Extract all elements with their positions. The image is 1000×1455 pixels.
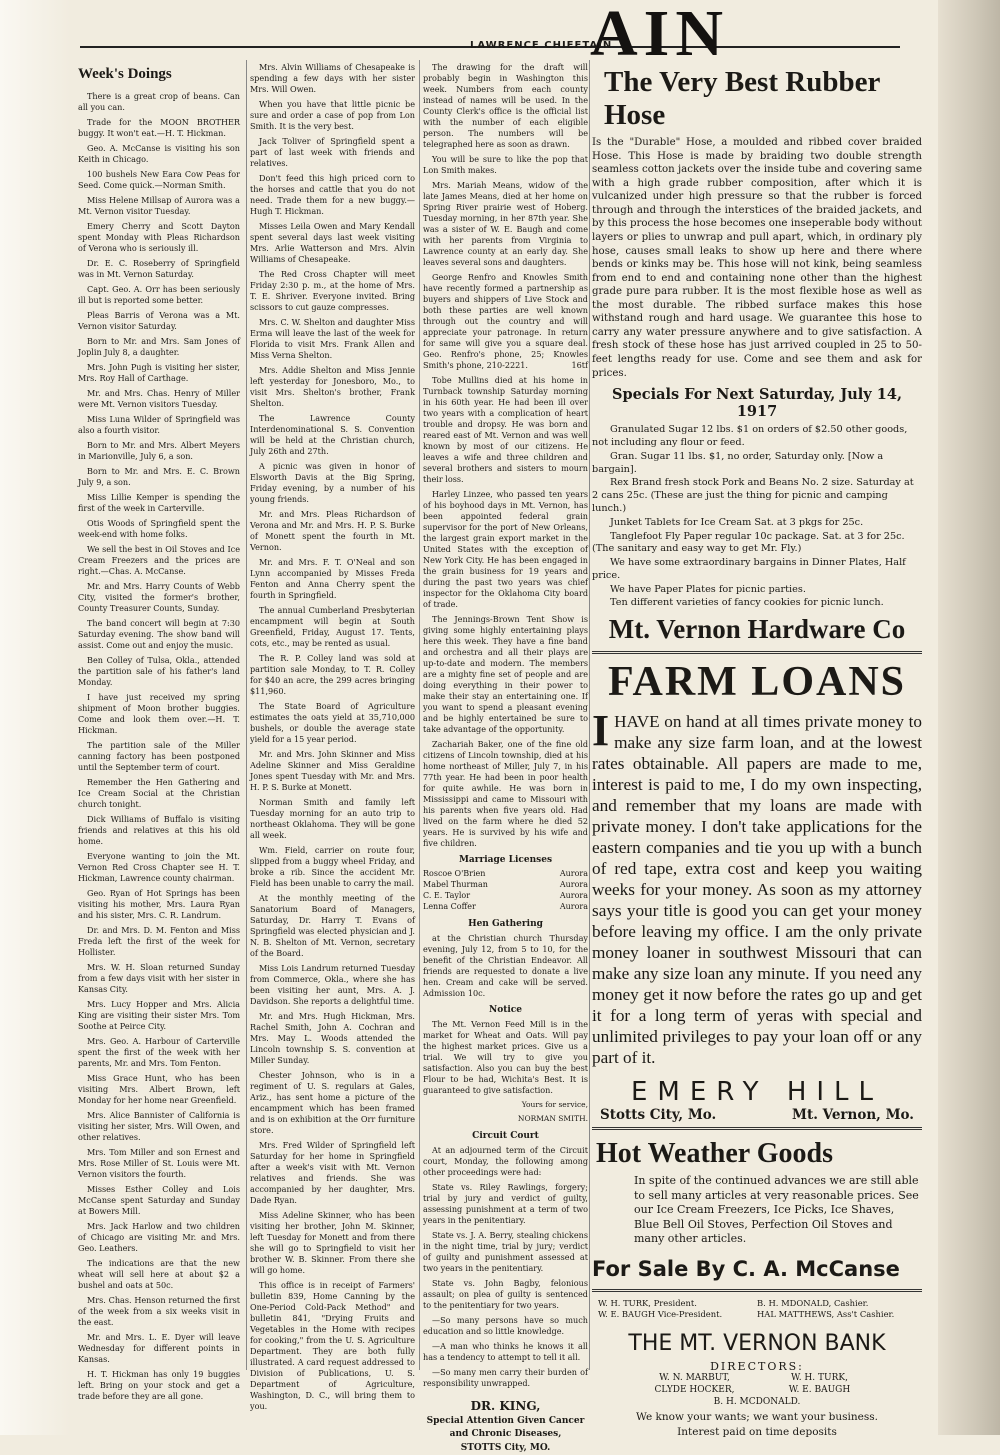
court-item: State vs. John Bagby, felonious assault; on plea of guilty is sentenced to the penitentiary for two years. xyxy=(423,1277,588,1310)
rubber-hose-ad xyxy=(592,66,922,380)
news-item: I have just received my spring shipment of Moon brother buggies. Come and look them over.—H. T. Hickman. xyxy=(78,692,240,736)
director: W. E. BAUGH xyxy=(788,1384,851,1395)
notice-sign-off: Yours for service, xyxy=(521,1100,588,1110)
news-item: Ben Colley of Tulsa, Okla., attended the partition sale of his father's land Monday. xyxy=(78,655,240,688)
news-item: Norman Smith and family left Tuesday morning for an auto trip to northeast Oklahoma. They will be gone all week. xyxy=(250,797,415,840)
special-item: We have Paper Plates for picnic parties. xyxy=(610,583,806,595)
license-town: Aurora xyxy=(559,880,588,890)
farm-loans-ad xyxy=(592,658,922,1123)
news-items xyxy=(250,62,415,1412)
column-rule xyxy=(246,60,247,1370)
dr-king-line: Special Attention Given Cancer xyxy=(426,1415,585,1426)
divider xyxy=(592,651,922,654)
license-name: Roscoe O'Brien xyxy=(423,869,486,879)
news-item: Born to Mr. and Mrs. E. C. Brown July 9, a son. xyxy=(78,466,240,488)
place-right: Mt. Vernon, Mo. xyxy=(792,1107,914,1124)
news-item: Mrs. C. W. Shelton and daughter Miss Erma will leave the last of the week for Florida to visit Mrs. Frank Allen and Miss Verna Shelton. xyxy=(250,317,415,360)
news-item: Otis Woods of Springfield spent the week-end with home folks. xyxy=(78,518,240,540)
license-name: C. E. Taylor xyxy=(423,890,471,900)
advertisements-column xyxy=(592,60,922,1438)
news-item: Jack Toliver of Springfield spent a part of last week with friends and relatives. xyxy=(250,136,415,168)
court-item: —A man who thinks he knows it all has a tendency to attempt to tell it all. xyxy=(423,1340,588,1362)
news-item: Miss Luna Wilder of Springfield was also a fourth visitor. xyxy=(78,414,240,436)
news-item: Tobe Mullins died at his home in Turnback township Saturday morning in his 60th year. He had been ill over two years with a complication of heart trouble and dropsy. He was born and reared east of Mt. Vernon and was well known by most of our citizens. He leaves a wife and three children and several brothers and sisters to mourn their loss. xyxy=(423,375,588,484)
column-week-doings xyxy=(78,62,240,1402)
news-item: The band concert will begin at 7:30 Saturday evening. The show band will assist. Come out and enjoy the music. xyxy=(78,618,240,651)
news-item: Geo. A. McCanse is visiting his son Keith in Chicago. xyxy=(78,143,240,165)
news-item: 100 bushels New Eara Cow Peas for Seed. Come quick.—Norman Smith. xyxy=(78,169,240,191)
farm-loans-body xyxy=(592,706,922,1069)
running-head: LAWRENCE CHIEFTAIN xyxy=(470,40,613,51)
bank-name: THE MT. VERNON BANK xyxy=(628,1331,886,1357)
hardware-firm-name: Mt. Vernon Hardware Co xyxy=(608,614,906,645)
director: W. H. TURK, xyxy=(791,1373,848,1384)
emery-hill-name: EMERY HILL xyxy=(630,1077,884,1108)
specials-list xyxy=(592,424,922,610)
column-notices xyxy=(423,62,588,1453)
special-item: Gran. Sugar 11 lbs. $1, no order, Saturday only. [Now a bargain]. xyxy=(592,450,884,475)
news-item: Mr. and Mrs. L. E. Dyer will leave Wednesday for different points in Kansas. xyxy=(78,1332,240,1365)
officer: HAL MATTHEWS, Ass't Cashier. xyxy=(757,1309,895,1320)
news-item: Trade for the MOON BROTHER buggy. It won't eat.—H. T. Hickman. xyxy=(78,117,240,139)
news-item: Mr. and Mrs. John Skinner and Miss Adeline Skinner and Miss Geraldine Jones spent Tuesday with Mr. and Mrs. H. P. S. Burke at Monett. xyxy=(250,749,415,792)
special-item: We have some extraordinary bargains in Dinner Plates, Half price. xyxy=(592,557,906,581)
news-items xyxy=(78,91,240,1402)
hose-ad-body: Is the "Durable" Hose, a moulded and ribbed cover braided Hose. This Hose is made by braiding two double strength seamless cotton jackets over the inside tube and covering same with a high grade rubber composition, after which it is vulcanized under high pressure so that the rubber is forced through and through the interstices of the braided jackets, and by this process the hose becomes one inseperable body without layers or plies to unwrap and pull apart, which, in ordinary ply hose, causes small leaks to show up here and there where bends or kinks may be. This hose will not kink, being seamless from end to end and containing none other than the highest grade pure para rubber. It is the most flexible hose as well as the most durable. The ribbed surface makes this hose withstand rough and hard usage. We guarantee this hose to carry any water pressure anywhere and to give satisfaction. A fresh stock of these hose has just arrived coupled in 25 to 50-feet lengths ready for use. Come and see them and ask for prices. xyxy=(592,137,922,379)
news-item: Miss Lois Landrum returned Tuesday from Commerce, Okla., where she has been visiting her aunt, Mrs. A. J. Davidson. She reports a delightful time. xyxy=(250,963,415,1006)
news-item: Don't feed this high priced corn to the horses and cattle that you do not need. Trade them for a new buggy.—Hugh T. Hickman. xyxy=(250,173,415,216)
license-town: Aurora xyxy=(559,869,588,879)
notice-signature: NORMAN SMITH. xyxy=(517,1114,588,1124)
news-item: Miss Helene Millsap of Aurora was a Mt. Vernon visitor Tuesday. xyxy=(78,195,240,217)
marriage-licenses-list xyxy=(423,869,588,913)
ad-code: 16tf xyxy=(571,360,588,370)
news-item: The Red Cross Chapter will meet Friday 2:30 p. m., at the home of Mrs. T. E. Shriver. Everyone invited. Bring scissors to cut gauze compresses. xyxy=(250,269,415,312)
directors-label: DIRECTORS: xyxy=(710,1360,804,1374)
news-item: H. T. Hickman has only 19 buggies left. Bring on your stock and get a trade before they are all gone. xyxy=(78,1369,240,1402)
news-item: The R. P. Colley land was sold at partition sale Monday, to T. R. Colley for $40 an acre, the 299 acres bringing $11,960. xyxy=(250,653,415,696)
news-item: Mr. and Mrs. Hugh Hickman, Mrs. Rachel Smith, John A. Cochran and Mrs. May L. Woods attended the Lincoln township S. S. convention at Miller Sunday. xyxy=(250,1011,415,1065)
hen-gathering-heading: Hen Gathering xyxy=(468,918,543,929)
special-item: Junket Tablets for Ice Cream Sat. at 3 pkgs for 25c. xyxy=(610,516,864,528)
officer: W. E. BAUGH Vice-President. xyxy=(598,1309,723,1320)
news-item: This office is in receipt of Farmers' bulletin 839, Home Canning by the One-Period Cold-Pack Method" and bulletin 841, "Drying Fruits and Vegetables in the Home with recipes for cooking," from the U. S. Agriculture Department. They are both fully illustrated. A card request addressed to Division of Publications, U. S. Department of Agriculture, Washington, D. C., will bring them to you. xyxy=(250,1280,415,1411)
news-item: Chester Johnson, who is in a regiment of U. S. regulars at Gales, Ariz., has sent home a picture of the encampment which has been framed and is on exhibition at the Orr furniture store. xyxy=(250,1070,415,1135)
license-town: Aurora xyxy=(559,890,588,900)
news-item: The indications are that the new wheat will sell here at about $2 a bushel and oats at 50c. xyxy=(78,1258,240,1291)
news-item: We sell the best in Oil Stoves and Ice Cream Freezers and the prices are right.—Chas. A. McCanse. xyxy=(78,544,240,577)
news-item: Mr. and Mrs. Pleas Richardson of Verona and Mr. and Mrs. H. P. S. Burke of Monett spent the fourth in Mt. Vernon. xyxy=(250,509,415,552)
license-row xyxy=(423,880,588,891)
news-item xyxy=(423,272,588,371)
news-item: Dr. E. C. Roseberry of Springfield was in Mt. Vernon Saturday. xyxy=(78,258,240,280)
court-item: —So many men carry their burden of responsibility unwrapped. xyxy=(423,1366,588,1388)
farm-loans-text: HAVE on hand at all times private money to make any size farm loan, and at the lowest rates obtainable. All papers are made to me, interest is paid to me, I do my own inspecting, and remember that my loans are made with private money. I don't take applications for the eastern companies and tie you up with a bunch of red tape, extra cost and keep you waiting weeks for your money. As soon as my attorney says your title is good you can get your money before leaving my office. I am the only private money loaner in southwest Missouri that can make any size loan any minute. If you need any money get it now before the rates go up and get it for a long term of yeras with special and unlimited privileges to pay your loan off or any part of it. xyxy=(592,712,922,1068)
drop-cap: I xyxy=(592,706,610,756)
news-item: Miss Grace Hunt, who has been visiting Mrs. Albert Brown, left Monday for her home near Greenfield. xyxy=(78,1073,240,1106)
news-item: Harley Linzee, who passed ten years of his boyhood days in Mt. Vernon, has been appointed federal grain supervisor for the port of New Orleans, the largest grain export market in the United States with the exception of New York City. He has been engaged in the grain business for 19 years and during the past two years was chief inspector for the Oklahoma City board of trade. xyxy=(423,489,588,609)
news-item: Emery Cherry and Scott Dayton spent Monday with Pleas Richardson of Verona who is seriously ill. xyxy=(78,221,240,254)
bank-officers xyxy=(598,1298,916,1322)
news-item: Miss Adeline Skinner, who has been visiting her brother, John M. Skinner, left Tuesday for Monett and from there she will go to Springfield to visit her brother W. B. Skinner. From there she will go home. xyxy=(250,1210,415,1275)
dr-king-ad xyxy=(423,1397,588,1455)
special-item: Granulated Sugar 12 lbs. $1 on orders of $2.50 other goods, not including any flour or feed. xyxy=(592,424,908,448)
news-item: There is a great crop of beans. Can all you can. xyxy=(78,91,240,113)
director: B. H. MCDONALD. xyxy=(713,1396,801,1407)
news-item: The drawing for the draft will probably begin in Washington this week. Numbers from each county instead of names will be used. In the County Clerk's office is the official list with the number of each eligible person. The numbers will be telegraphed here as soon as drawn. xyxy=(423,62,588,149)
news-item: Born to Mr. and Mrs. Sam Jones of Joplin July 8, a daughter. xyxy=(78,336,240,358)
section-heading: Week's Doings xyxy=(78,66,172,82)
place-left: Stotts City, Mo. xyxy=(600,1107,717,1124)
page-edge-shadow xyxy=(938,0,1000,1435)
news-item: You will be sure to like the pop that Lon Smith makes. xyxy=(423,154,588,175)
news-item: The partition sale of the Miller canning factory has been postponed until the September term of court. xyxy=(78,740,240,773)
divider xyxy=(592,1127,922,1130)
news-item: The Lawrence County Interdenominational S. S. Convention will be held at the Christian church, July 26th and 27th. xyxy=(250,413,415,456)
news-item: Mrs. W. H. Sloan returned Sunday from a few days visit with her sister in Kansas City. xyxy=(78,962,240,995)
dr-king-name: DR. KING, xyxy=(470,1398,541,1413)
hot-weather-body: In spite of the continued advances we are still able to sell many articles at very reasonable prices. See our Ice Cream Freezers, Ice Picks, Ice Shaves, Blue Bell Oil Stoves, Perfection Oil Stoves and many other articles. xyxy=(634,1174,919,1246)
news-item: Mrs. Lucy Hopper and Mrs. Alicia King are visiting their sister Mrs. Tom Soothe at Peirce City. xyxy=(78,999,240,1032)
news-item: The annual Cumberland Presbyterian encampment will begin at South Greenfield, Friday, August 17. Tents, cots, etc., may be rented as usual. xyxy=(250,605,415,648)
news-item: Dick Williams of Buffalo is visiting friends and relatives at this his old home. xyxy=(78,814,240,847)
news-item: Wm. Field, carrier on route four, slipped from a buggy wheel Friday, and broke a rib. Since the accident Mr. Field has been unable to carry the mail. xyxy=(250,845,415,888)
news-item: Everyone wanting to join the Mt. Vernon Red Cross Chapter see H. T. Hickman, Lawrence county chairman. xyxy=(78,851,240,884)
news-item: Mr. and Mrs. Harry Counts of Webb City, visited the former's brother, County Treasurer Counts, Sunday. xyxy=(78,581,240,614)
news-item: A picnic was given in honor of Elsworth Davis at the Big Spring, Friday evening, by a number of his young friends. xyxy=(250,461,415,504)
hose-ad-title: The Very Best Rubber Hose xyxy=(604,66,880,131)
news-item: Mrs. Geo. A. Harbour of Carterville spent the first of the week with her parents, Mr. and Mrs. Tom Fenton. xyxy=(78,1036,240,1069)
license-name: Lenna Coffer xyxy=(423,901,476,911)
license-town: Aurora xyxy=(559,901,588,911)
license-row xyxy=(423,902,588,913)
left-margin xyxy=(0,0,70,1435)
news-item: Mrs. Addie Shelton and Miss Jennie left yesterday for Jonesboro, Mo., to visit Mrs. Shelton's brother, Frank Shelton. xyxy=(250,365,415,408)
column-rule xyxy=(419,60,420,1370)
special-item: Ten different varieties of fancy cookies for picnic lunch. xyxy=(610,597,884,609)
news-item: Misses Leila Owen and Mary Kendall spent several days last week visiting Mrs. Arlie Watterson and Mrs. Alvin Williams of Chesapeake. xyxy=(250,221,415,264)
masthead-title: AIN xyxy=(590,0,730,70)
court-items xyxy=(423,1145,588,1389)
court-item: State vs. J. A. Berry, stealing chickens in the night time, trial by jury; verdict of guilty and punishment assessed at two years in the penitentiary. xyxy=(423,1229,588,1273)
news-item: Mrs. Tom Miller and son Ernest and Mrs. Rose Miller of St. Louis were Mt. Vernon visitors the fourth. xyxy=(78,1147,240,1180)
dr-king-line: and Chronic Diseases, xyxy=(449,1429,562,1440)
officer: W. H. TURK, President. xyxy=(598,1297,697,1308)
hen-gathering-text: at the Christian church Thursday evening, July 12, from 5 to 10, for the benefit of the Christian Endeavor. All friends are requested to donate a live hen. Cream and cake will be served. Admission 10c. xyxy=(423,932,588,998)
news-item: At the monthly meeting of the Sanatorium Board of Managers, Saturday, Dr. Harry T. Evans of Springfield was elected physician and J. N. B. Shelton of Mt. Vernon, secretary of the Board. xyxy=(250,893,415,958)
news-item: Capt. Geo. A. Orr has been seriously ill but is reported some better. xyxy=(78,284,240,306)
mccanse-sale-line: For Sale By C. A. McCanse xyxy=(592,1256,900,1281)
license-name: Mabel Thurman xyxy=(423,880,488,890)
director: W. N. MARBUT, xyxy=(659,1373,730,1384)
farm-loans-places xyxy=(592,1107,922,1123)
news-item: Pleas Barris of Verona was a Mt. Vernon visitor Saturday. xyxy=(78,310,240,332)
news-item: Mrs. Mariah Means, widow of the late James Means, died at her home on Spring River prairie west of Hoberg. Tuesday morning, in her 87th year. She was a sister of W. E. Baugh and come with her parents from Virginia to Lawrence county at an early day. She leaves several sons and daughters. xyxy=(423,180,588,267)
news-item: Mrs. Alice Bannister of California is visiting her sister, Mrs. Will Owen, and other relatives. xyxy=(78,1110,240,1143)
news-item: Zachariah Baker, one of the fine old citizens of Lincoln township, died at his home northeast of Miller, July 7, in his 77th year. He had been in poor health for quite awhile. He was born in Mississippi and came to Missouri with his parents when five years old. Had lived on the farm where he died 52 years. He is survived by his wife and five children. xyxy=(423,739,588,848)
divider xyxy=(592,1289,922,1292)
officer: B. H. MDONALD, Cashier. xyxy=(757,1297,869,1308)
license-row xyxy=(423,891,588,902)
news-item: Mrs. John Pugh is visiting her sister, Mrs. Roy Hall of Carthage. xyxy=(78,362,240,384)
specials-ad xyxy=(592,386,922,645)
news-item: Mrs. Chas. Henson returned the first of the week from a six weeks visit in the east. xyxy=(78,1295,240,1328)
news-item: Dr. and Mrs. D. M. Fenton and Miss Freda left the first of the week for Hollister. xyxy=(78,925,240,958)
special-item: Tanglefoot Fly Paper regular 10c package. Sat. at 3 for 25c. (The sanitary and easy way to get Mr. Fly.) xyxy=(592,530,905,555)
news-item: Misses Esther Colley and Lois McCanse spent Saturday and Sunday at Bowers Mill. xyxy=(78,1184,240,1217)
news-item: Mrs. Jack Harlow and two children of Chicago are visiting Mr. and Mrs. Geo. Leathers. xyxy=(78,1221,240,1254)
farm-loans-heading: FARM LOANS xyxy=(607,659,907,706)
license-row xyxy=(423,869,588,880)
news-item: Geo. Ryan of Hot Springs has been visiting his mother, Mrs. Laura Ryan and his sister, Mrs. C. R. Landrum. xyxy=(78,888,240,921)
news-item-text: George Renfro and Knowles Smith have recently formed a partnership as buyers and shippers of Live Stock and both these parties are well known through out the country and will appreciate your patronage. In return for same will give you a square deal. Geo. Renfro's phone, 25; Knowles Smith's phone, 210-2221. xyxy=(423,272,588,370)
mt-vernon-bank-ad xyxy=(592,1298,922,1440)
news-item: Born to Mr. and Mrs. Albert Meyers in Marionville, July 6, a son. xyxy=(78,440,240,462)
news-item: Mr. and Mrs. Chas. Henry of Miller were Mt. Vernon visitors Tuesday. xyxy=(78,388,240,410)
directors-list xyxy=(632,1373,882,1408)
court-item: State vs. Riley Rawlings, forgery; trial by jury and verdict of guilty, assessing punishment at a term of two years in the penitentiary. xyxy=(423,1181,588,1225)
news-item: The Jennings-Brown Tent Show is giving some highly entertaining plays here this week. They have a fine band and orchestra and all their plays are up-to-date and modern. The members are a mighty fine set of people and are doing everything in their power to make their stay an entertaining one. If you want to spend a pleasant evening and be highly entertained be sure to take advantage of the opportunity. xyxy=(423,614,588,734)
news-item: Mr. and Mrs. F. T. O'Neal and son Lynn accompanied by Misses Freda Fenton and Anna Cherry spent the fourth in Springfield. xyxy=(250,557,415,600)
news-item: Mrs. Alvin Williams of Chesapeake is spending a few days with her sister Mrs. Will Owen. xyxy=(250,62,415,94)
circuit-court-heading: Circuit Court xyxy=(472,1130,539,1141)
hot-weather-title: Hot Weather Goods xyxy=(596,1138,833,1170)
director: CLYDE HOCKER, xyxy=(654,1384,735,1395)
court-item: —So many persons have so much education and so little knowledge. xyxy=(423,1314,588,1336)
bank-tagline xyxy=(592,1410,922,1439)
dr-king-line: STOTTS City, MO. xyxy=(460,1442,551,1453)
news-item: Miss Lillie Kemper is spending the first of the week in Carterville. xyxy=(78,492,240,514)
tagline-line: We know your wants; we want your business. xyxy=(636,1411,878,1424)
news-item: Remember the Hen Gathering and Ice Cream Social at the Christian church tonight. xyxy=(78,777,240,810)
special-item: Rex Brand fresh stock Pork and Beans No. 2 size. Saturday at 2 cans 25c. (These are just the thing for picnic and camping lunch.) xyxy=(592,477,914,514)
court-item: At an adjourned term of the Circuit court, Monday, the following among other proceedings were had: xyxy=(423,1144,588,1177)
news-item: When you have that little picnic be sure and order a case of pop from Lon Smith. It is the very best. xyxy=(250,99,415,131)
news-item: Mrs. Fred Wilder of Springfield left Saturday for her home in Springfield after a week's visit with Mt. Vernon relatives and friends. She was accompanied by her daughter, Mrs. Dade Ryan. xyxy=(250,1140,415,1205)
column-local-news xyxy=(250,62,415,1411)
news-item: The State Board of Agriculture estimates the oats yield at 35,710,000 bushels, or double the average state yield for a 15 year period. xyxy=(250,701,415,744)
specials-heading: Specials For Next Saturday, July 14, 1917 xyxy=(611,386,903,421)
notice-text: The Mt. Vernon Feed Mill is in the market for Wheat and Oats. Will pay the highest market prices. Give us a trial. We will try to give you satisfaction. Also you can buy the best Flour to be had, Wichita's Best. It is guaranteed to give satisfaction. xyxy=(423,1019,588,1096)
marriage-licenses-heading: Marriage Licenses xyxy=(458,855,553,865)
column-rule xyxy=(589,60,590,1370)
hot-weather-ad xyxy=(592,1138,922,1281)
notice-heading: Notice xyxy=(488,1004,522,1015)
tagline-line: Interest paid on time deposits xyxy=(677,1425,837,1438)
